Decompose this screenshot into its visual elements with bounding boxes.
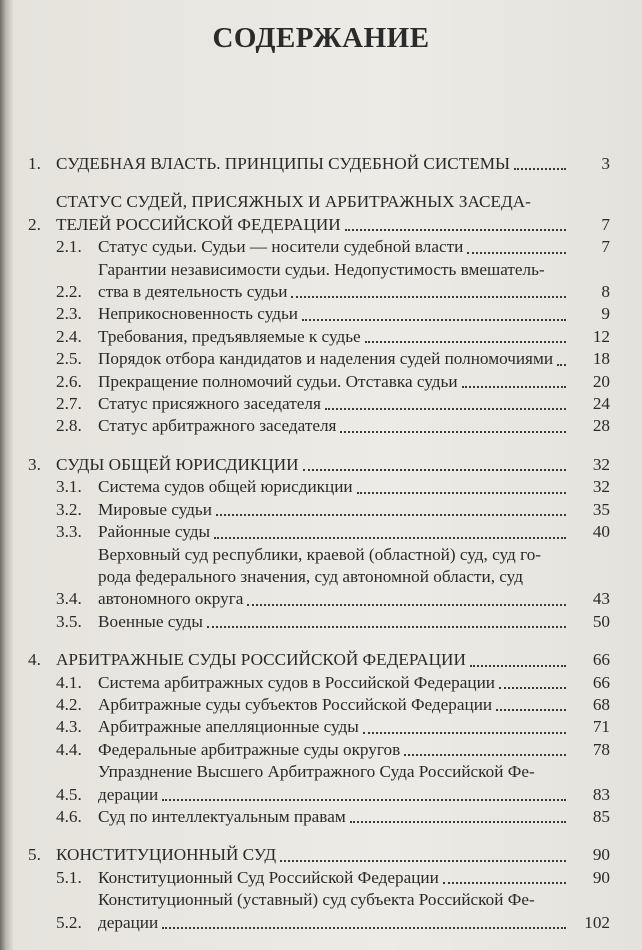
toc-subentry <box>28 415 610 437</box>
toc-section <box>28 153 610 175</box>
dot-leader <box>467 252 566 254</box>
table-of-contents <box>28 153 610 950</box>
entry-last-line <box>98 694 570 716</box>
entry-title <box>98 476 570 498</box>
entry-last-line <box>98 499 570 521</box>
page-number: 9 <box>601 304 610 324</box>
entry-title-line: Прекращение полномочий судьи. Отставка судьи <box>98 371 458 391</box>
entry-last-line <box>56 153 570 175</box>
entry-number: 4.4. <box>56 739 82 759</box>
entry-title-line: Арбитражные апелляционные суды <box>98 717 359 737</box>
entry-number: 2.1. <box>56 237 82 257</box>
page-number: 35 <box>592 499 610 519</box>
toc-subentry <box>28 716 610 738</box>
page-number: 43 <box>592 589 610 609</box>
toc-subentry <box>28 694 610 716</box>
entry-title-line: Статус присяжного заседателя <box>98 394 321 414</box>
toc-entry <box>28 454 610 476</box>
dot-leader <box>499 687 566 689</box>
entry-title <box>98 415 570 437</box>
page-number: 32 <box>592 477 610 497</box>
dot-leader <box>302 319 566 321</box>
entry-title-line: АРБИТРАЖНЫЕ СУДЫ РОССИЙСКОЙ ФЕДЕРАЦИИ <box>56 650 466 670</box>
entry-title-line: Система арбитражных судов в Российской Федерации <box>98 672 495 692</box>
page-number: 66 <box>592 672 610 692</box>
entry-title-line: Требования, предъявляемые к судье <box>98 326 361 346</box>
entry-title <box>98 716 570 738</box>
entry-number: 5.2. <box>56 912 82 932</box>
entry-title-line: рода федерального значения, суд автономной области, суд <box>98 566 523 586</box>
page-number: 68 <box>592 694 610 714</box>
page-number: 83 <box>592 784 610 804</box>
dot-leader <box>350 821 566 823</box>
entry-last-line <box>98 611 570 633</box>
dot-leader <box>363 732 566 734</box>
entry-title-line: Система судов общей юрисдикции <box>98 477 353 497</box>
entry-last-line <box>98 281 570 303</box>
entry-title-line: ТЕЛЕЙ РОССИЙСКОЙ ФЕДЕРАЦИИ <box>56 214 341 234</box>
entry-number: 4.5. <box>56 784 82 804</box>
entry-title <box>56 649 570 671</box>
entry-title-line: автономного округа <box>98 589 244 609</box>
entry-title <box>98 259 570 304</box>
entry-title <box>98 867 570 889</box>
toc-subentry <box>28 672 610 694</box>
entry-title-line: СУДЕБНАЯ ВЛАСТЬ. ПРИНЦИПЫ СУДЕБНОЙ СИСТЕМЫ <box>56 154 511 173</box>
entry-number: 4.1. <box>56 672 82 692</box>
entry-title <box>98 521 570 543</box>
entry-title-line: Арбитражные суды субъектов Российской Федерации <box>98 694 493 714</box>
entry-title <box>56 844 570 866</box>
entry-last-line <box>98 371 570 393</box>
entry-last-line <box>98 236 570 258</box>
entry-title-line: Федеральные арбитражные суды округов <box>98 739 401 759</box>
dot-leader <box>325 408 566 410</box>
page-number: 78 <box>592 739 610 759</box>
entry-title <box>98 303 570 325</box>
page-number: 28 <box>592 416 610 436</box>
dot-leader <box>345 229 566 231</box>
entry-number: 2.6. <box>56 371 82 391</box>
dot-leader <box>247 604 566 606</box>
page-title: СОДЕРЖАНИЕ <box>212 22 430 54</box>
page-number: 66 <box>592 650 610 670</box>
dot-leader <box>443 882 566 884</box>
entry-last-line <box>98 672 570 694</box>
entry-number: 5.1. <box>56 867 82 887</box>
toc-subentry <box>28 303 610 325</box>
entry-title-line: Конституционный (уставный) суд субъекта Российской Фе- <box>98 890 535 910</box>
dot-leader <box>557 364 566 366</box>
toc-section <box>28 844 610 934</box>
page-number: 40 <box>592 522 610 542</box>
dot-leader <box>514 168 566 170</box>
toc-entry <box>28 844 610 866</box>
dot-leader <box>214 537 566 539</box>
page-number: 20 <box>592 371 610 391</box>
entry-title <box>98 326 570 348</box>
entry-number: 5. <box>28 845 41 865</box>
entry-number: 3.5. <box>56 611 82 631</box>
dot-leader <box>470 665 566 667</box>
entry-number: 2.8. <box>56 416 82 436</box>
toc-subentry <box>28 326 610 348</box>
page-number: 102 <box>584 912 610 932</box>
dot-leader <box>357 492 566 494</box>
entry-number: 2.7. <box>56 394 82 414</box>
entry-last-line <box>98 867 570 889</box>
entry-number: 4.6. <box>56 806 82 826</box>
entry-last-line <box>98 348 570 370</box>
entry-title <box>98 544 570 611</box>
entry-number: 2.5. <box>56 349 82 369</box>
toc-subentry <box>28 739 610 761</box>
toc-entry <box>28 649 610 671</box>
toc-subentry <box>28 259 610 304</box>
page-number: 32 <box>592 454 610 474</box>
entry-title <box>98 611 570 633</box>
page-number: 12 <box>592 326 610 346</box>
entry-title <box>98 889 570 934</box>
toc-subentry <box>28 889 610 934</box>
entry-title-line: Гарантии независимости судьи. Недопустимость вмешатель- <box>98 259 545 279</box>
entry-last-line <box>98 716 570 738</box>
page-number: 7 <box>601 237 610 257</box>
entry-title-line: СТАТУС СУДЕЙ, ПРИСЯЖНЫХ И АРБИТРАЖНЫХ ЗАСЕДА- <box>56 192 531 212</box>
entry-title-line: дерации <box>98 784 159 804</box>
entry-title-line: Мировые судьи <box>98 499 212 519</box>
toc-subentry <box>28 499 610 521</box>
dot-leader <box>340 431 566 433</box>
entry-title <box>56 153 570 175</box>
page-number: 90 <box>592 845 610 865</box>
dot-leader <box>280 860 566 862</box>
entry-title <box>98 672 570 694</box>
page-number: 18 <box>592 349 610 369</box>
dot-leader <box>162 927 566 929</box>
entry-title-line: Военные суды <box>98 611 203 631</box>
entry-number: 3.2. <box>56 499 82 519</box>
entry-number: 2.4. <box>56 326 82 346</box>
page-number: 7 <box>601 214 610 234</box>
entry-number: 4.2. <box>56 694 82 714</box>
entry-title <box>56 454 570 476</box>
entry-last-line <box>98 588 570 610</box>
dot-leader <box>365 341 566 343</box>
toc-subentry <box>28 611 610 633</box>
entry-title <box>98 761 570 806</box>
page-number: 90 <box>592 867 610 887</box>
entry-title <box>98 806 570 828</box>
entry-last-line <box>56 844 570 866</box>
entry-title <box>98 393 570 415</box>
dot-leader <box>462 386 566 388</box>
page-number: 50 <box>592 611 610 631</box>
dot-leader <box>404 754 566 756</box>
dot-leader <box>496 709 566 711</box>
entry-title-line: Неприкосновенность судьи <box>98 304 298 324</box>
toc-section <box>28 191 610 437</box>
toc-subentry <box>28 867 610 889</box>
toc-subentry <box>28 236 610 258</box>
page-number: 24 <box>592 394 610 414</box>
entry-last-line <box>56 649 570 671</box>
toc-section <box>28 649 610 828</box>
page-number: 8 <box>601 282 610 302</box>
dot-leader <box>207 626 566 628</box>
entry-number: 4. <box>28 650 41 670</box>
entry-number: 3.1. <box>56 477 82 497</box>
toc-subentry <box>28 348 610 370</box>
entry-title-line: Районные суды <box>98 522 211 542</box>
entry-last-line <box>98 806 570 828</box>
entry-number: 3.4. <box>56 589 82 609</box>
dot-leader <box>162 799 566 801</box>
toc-subentry <box>28 761 610 806</box>
entry-title <box>98 371 570 393</box>
toc-section <box>28 454 610 633</box>
entry-last-line <box>98 739 570 761</box>
entry-title-line: дерации <box>98 912 159 932</box>
entry-title-line: Упразднение Высшего Арбитражного Суда Российской Фе- <box>98 762 535 782</box>
toc-subentry <box>28 476 610 498</box>
entry-title-line: Конституционный Суд Российской Федерации <box>98 867 439 887</box>
toc-entry <box>28 153 610 175</box>
entry-title-line: Суд по интеллектуальным правам <box>98 806 346 826</box>
toc-subentry <box>28 521 610 543</box>
entry-title-line: СУДЫ ОБЩЕЙ ЮРИСДИКЦИИ <box>56 454 299 474</box>
entry-title-line: Статус арбитражного заседателя <box>98 416 337 436</box>
toc-entry <box>28 191 610 236</box>
dot-leader <box>216 514 566 516</box>
entry-title <box>56 191 570 236</box>
entry-number: 2.2. <box>56 282 82 302</box>
entry-last-line <box>98 393 570 415</box>
entry-title <box>98 694 570 716</box>
toc-subentry <box>28 544 610 611</box>
entry-last-line <box>98 476 570 498</box>
page-number: 71 <box>592 717 610 737</box>
entry-number: 3. <box>28 454 41 474</box>
entry-last-line <box>98 303 570 325</box>
entry-title-line: Статус судьи. Судьи — носители судебной власти <box>98 237 464 257</box>
entry-title <box>98 499 570 521</box>
entry-last-line <box>98 415 570 437</box>
entry-title-line: КОНСТИТУЦИОННЫЙ СУД <box>56 845 277 865</box>
entry-last-line <box>98 784 570 806</box>
toc-subentry <box>28 371 610 393</box>
toc-subentry <box>28 806 610 828</box>
dot-leader <box>303 469 566 471</box>
entry-title-line: ства в деятельность судьи <box>98 282 288 302</box>
page-number: 85 <box>592 806 610 826</box>
entry-number: 2. <box>28 214 41 234</box>
entry-title-line: Порядок отбора кандидатов и наделения судей полномочиями <box>98 349 554 369</box>
entry-last-line <box>98 912 570 934</box>
entry-last-line <box>56 214 570 236</box>
entry-number: 2.3. <box>56 304 82 324</box>
entry-number: 1. <box>28 154 41 173</box>
entry-title <box>98 236 570 258</box>
entry-last-line <box>56 454 570 476</box>
entry-last-line <box>98 521 570 543</box>
dot-leader <box>291 296 566 298</box>
entry-last-line <box>98 326 570 348</box>
entry-number: 4.3. <box>56 717 82 737</box>
page-number: 3 <box>601 154 610 173</box>
entry-number: 3.3. <box>56 522 82 542</box>
entry-title-line: Верховный суд республики, краевой (областной) суд, суд го- <box>98 544 542 564</box>
toc-subentry <box>28 393 610 415</box>
entry-title <box>98 739 570 761</box>
entry-title <box>98 348 570 370</box>
